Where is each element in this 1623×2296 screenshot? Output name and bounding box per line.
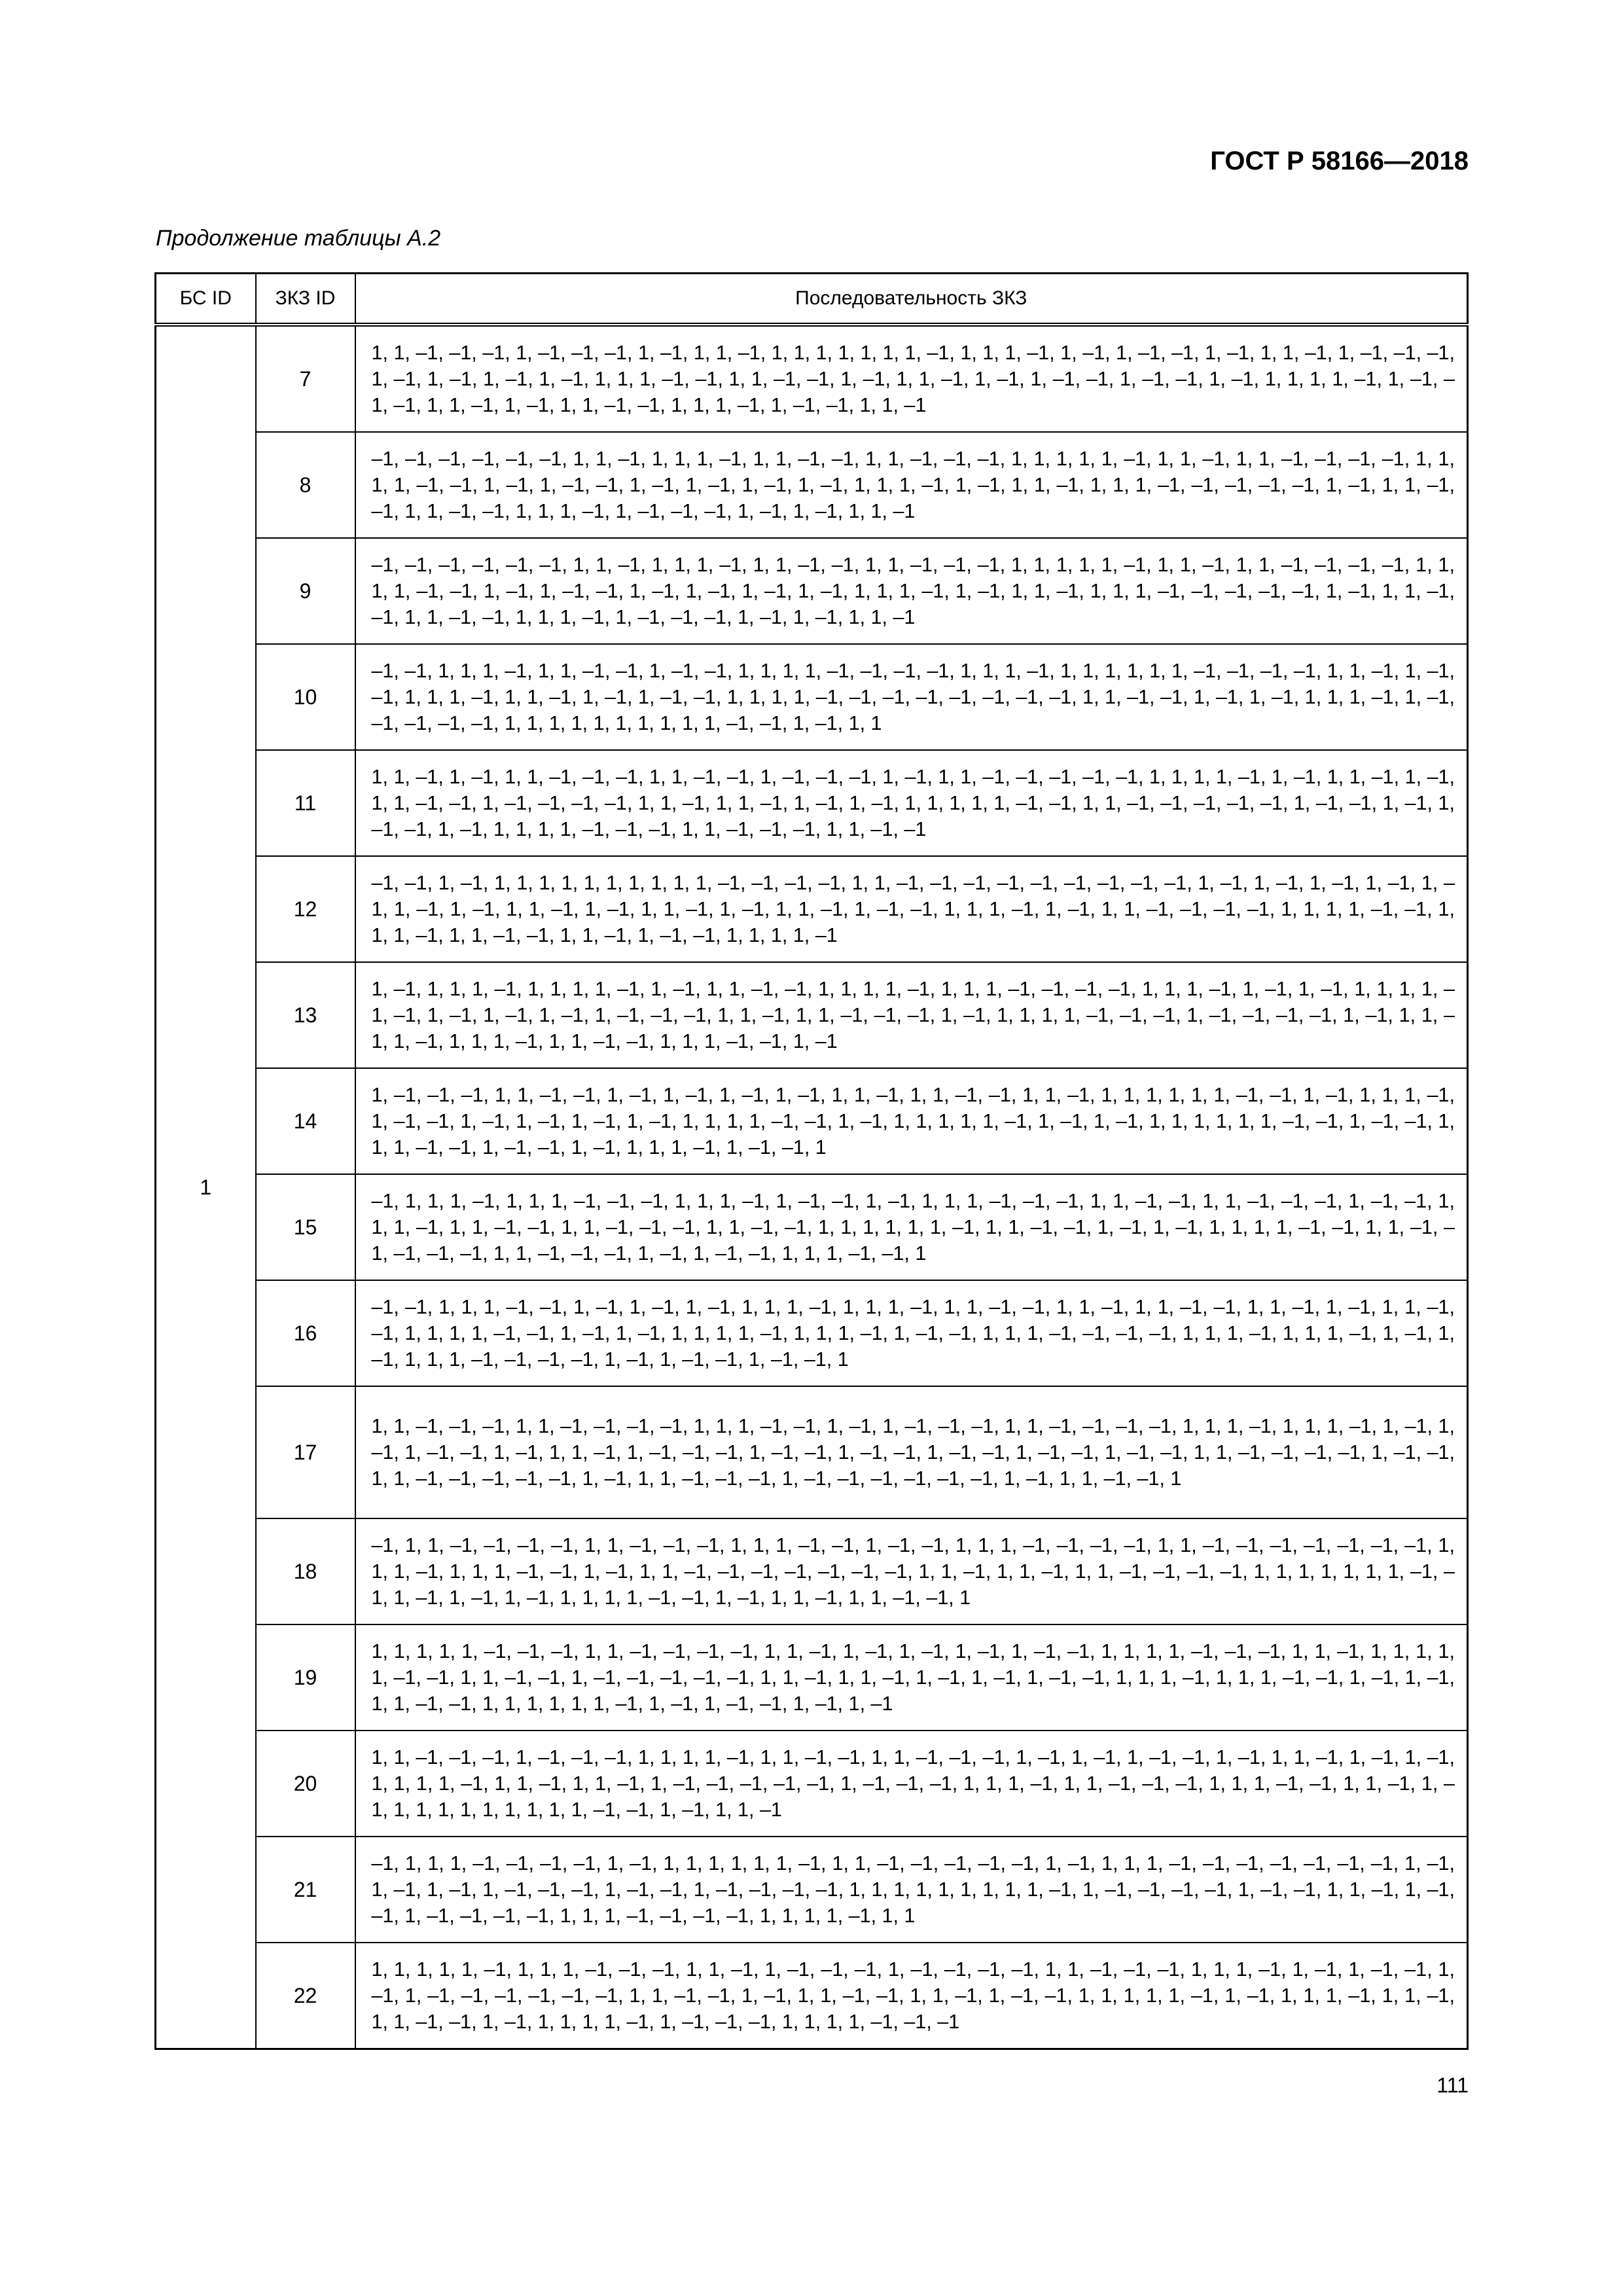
column-header-bs-id: БС ID [156,274,256,325]
table-row [156,962,1468,1068]
zkz-id-cell: 19 [256,1624,355,1731]
zkz-id-cell: 17 [256,1386,355,1518]
column-header-zkz-id: ЗКЗ ID [256,274,355,325]
zkz-id-cell: 7 [256,325,355,432]
table-row [156,1280,1468,1386]
column-header-sequence: Последовательность ЗКЗ [355,274,1468,325]
zkz-id-cell: 8 [256,432,355,538]
zkz-id-cell: 22 [256,1943,355,2049]
table-row [156,1731,1468,1837]
bs-id-cell: 1 [156,325,256,2049]
sequence-cell: 1, 1, 1, 1, 1, –1, –1, –1, 1, 1, –1, –1, –1, –1, 1, 1, –1, 1, –1, 1, –1, 1, –1, 1, –1, –1, 1, 1, 1, 1, –1, –1, –1, 1, 1, –1, 1, 1, 1, 1, 1, –1, –1, 1, 1, –1, –1, 1, –1, –1, –1, –1, –1, 1, 1, –1, 1, 1, –1, 1, –1, 1, –1, 1, –1, –1, 1, 1, 1, –1, 1, 1, 1, –1, –1, 1, –1, 1, –1, 1, 1, –1, –1, 1, 1, 1, 1, 1, 1, –1, 1, –1, 1, –1, –1, 1, –1, 1, –1 [355,1624,1468,1731]
table-body [156,325,1468,2049]
table-row [156,644,1468,750]
standard-number: ГОСТ Р 58166—2018 [1210,147,1469,175]
sequence-cell: –1, –1, 1, –1, 1, 1, 1, 1, 1, 1, 1, 1, 1, 1, –1, –1, –1, –1, 1, 1, –1, –1, –1, –1, –1, –1, –1, –1, –1, 1, –1, 1, –1, 1, –1, 1, –1, 1, –1, 1, –1, 1, –1, 1, 1, –1, 1, –1, 1, 1, –1, 1, –1, 1, 1, –1, 1, –1, –1, 1, 1, 1, –1, 1, –1, 1, 1, –1, –1, –1, –1, 1, 1, 1, 1, –1, –1, 1, 1, 1, –1, 1, 1, –1, –1, 1, 1, –1, 1, –1, –1, 1, 1, 1, 1, –1 [355,856,1468,962]
table-row [156,432,1468,538]
table-row [156,1624,1468,1731]
sequence-cell: –1, –1, 1, 1, 1, –1, 1, 1, –1, –1, 1, –1, –1, 1, 1, 1, 1, –1, –1, –1, –1, 1, 1, 1, –1, 1, 1, 1, 1, 1, 1, –1, –1, –1, –1, 1, 1, –1, 1, –1, –1, 1, 1, 1, –1, 1, 1, –1, 1, –1, 1, –1, –1, 1, 1, 1, 1, –1, –1, –1, –1, –1, –1, –1, –1, 1, 1, –1, –1, 1, –1, 1, –1, 1, 1, 1, –1, 1, –1, –1, –1, –1, –1, 1, 1, 1, 1, 1, 1, 1, 1, 1, 1, –1, –1, 1, –1, 1, 1 [355,644,1468,750]
sequence-cell: 1, 1, –1, –1, –1, 1, –1, –1, –1, 1, –1, 1, 1, –1, 1, 1, 1, 1, 1, 1, 1, –1, 1, 1, 1, –1, 1, –1, 1, –1, –1, 1, –1, 1, 1, –1, 1, –1, –1, –1, 1, –1, 1, –1, 1, –1, 1, –1, 1, 1, 1, –1, –1, 1, 1, –1, –1, 1, –1, 1, 1, –1, 1, –1, 1, –1, –1, 1, –1, –1, 1, –1, 1, 1, 1, 1, –1, 1, –1, –1, –1, 1, 1, –1, 1, –1, 1, 1, –1, –1, 1, 1, 1, –1, 1, –1, –1, 1, 1, –1 [355,325,1468,432]
sequence-cell: 1, 1, –1, –1, –1, 1, –1, –1, –1, 1, 1, 1, 1, –1, 1, 1, –1, –1, 1, 1, –1, –1, –1, 1, –1, 1, –1, 1, –1, –1, 1, –1, 1, 1, –1, 1, –1, 1, –1, 1, 1, 1, 1, –1, 1, 1, –1, 1, 1, –1, 1, –1, –1, –1, –1, –1, 1, –1, –1, –1, 1, 1, 1, –1, 1, 1, –1, –1, –1, 1, 1, 1, –1, –1, 1, 1, –1, 1, –1, 1, 1, 1, 1, 1, 1, 1, 1, 1, –1, –1, 1, –1, 1, 1, –1 [355,1731,1468,1837]
sequence-cell: 1, –1, 1, 1, 1, –1, 1, 1, 1, 1, –1, 1, –1, 1, 1, –1, –1, 1, 1, 1, 1, –1, 1, 1, 1, –1, –1, –1, –1, 1, 1, 1, –1, 1, –1, 1, –1, 1, 1, 1, 1, –1, –1, 1, –1, 1, –1, 1, –1, 1, –1, –1, –1, 1, 1, –1, 1, 1, –1, –1, –1, 1, –1, 1, 1, 1, 1, –1, –1, –1, 1, –1, –1, –1, –1, 1, –1, 1, 1, –1, 1, –1, 1, 1, 1, –1, 1, 1, –1, –1, 1, 1, 1, –1, –1, 1, –1 [355,962,1468,1068]
zkz-id-cell: 9 [256,538,355,644]
page-number: 111 [1436,2073,1469,2097]
zkz-id-cell: 15 [256,1174,355,1280]
sequence-cell: –1, 1, 1, 1, –1, –1, –1, –1, 1, –1, 1, 1, 1, 1, 1, 1, –1, 1, 1, –1, –1, –1, –1, –1, 1, –1, 1, 1, 1, –1, –1, –1, –1, –1, –1, –1, 1, –1, 1, –1, 1, –1, 1, –1, –1, –1, 1, –1, –1, 1, –1, –1, –1, –1, 1, 1, 1, 1, 1, 1, 1, 1, 1, –1, 1, –1, –1, –1, –1, 1, –1, –1, 1, 1, –1, 1, –1, –1, 1, –1, –1, –1, –1, 1, 1, 1, –1, –1, –1, –1, 1, 1, 1, 1, –1, 1, 1 [355,1837,1468,1943]
sequence-cell: –1, –1, 1, 1, 1, –1, –1, 1, –1, 1, –1, 1, –1, 1, 1, 1, –1, 1, 1, 1, –1, 1, 1, –1, –1, 1, 1, –1, 1, 1, –1, –1, 1, 1, –1, 1, –1, 1, 1, –1, –1, 1, 1, 1, 1, –1, –1, 1, –1, 1, –1, 1, 1, 1, 1, –1, 1, 1, 1, –1, 1, –1, –1, 1, 1, 1, –1, –1, –1, –1, 1, 1, 1, –1, 1, 1, 1, –1, 1, –1, 1, –1, 1, 1, 1, –1, –1, –1, –1, 1, –1, 1, –1, –1, 1, –1, –1, 1 [355,1280,1468,1386]
table-row [156,856,1468,962]
table-row [156,1518,1468,1624]
zkz-id-cell: 12 [256,856,355,962]
sequence-cell: –1, 1, 1, –1, –1, –1, –1, 1, 1, –1, –1, –1, 1, 1, 1, –1, –1, 1, –1, –1, 1, 1, 1, –1, –1, –1, –1, 1, 1, –1, –1, –1, –1, –1, –1, –1, 1, 1, 1, –1, 1, 1, 1, –1, –1, 1, –1, 1, 1, –1, –1, –1, –1, –1, –1, –1, 1, 1, –1, 1, 1, –1, 1, 1, –1, –1, –1, –1, 1, 1, 1, 1, 1, 1, 1, –1, –1, 1, –1, 1, –1, 1, –1, 1, 1, 1, 1, –1, –1, 1, –1, 1, 1, –1, 1, 1, –1, –1, 1 [355,1518,1468,1624]
sequence-cell: 1, –1, –1, –1, 1, 1, –1, –1, 1, –1, 1, –1, 1, –1, 1, –1, 1, 1, –1, 1, 1, –1, –1, 1, 1, –1, 1, 1, 1, 1, 1, 1, –1, –1, 1, –1, 1, 1, 1, –1, 1, –1, –1, 1, –1, 1, –1, 1, –1, 1, –1, 1, 1, 1, 1, –1, –1, 1, –1, 1, 1, 1, 1, 1, –1, 1, –1, 1, –1, 1, 1, 1, 1, 1, 1, –1, –1, 1, –1, –1, 1, 1, 1, –1, –1, 1, –1, –1, 1, –1, 1, 1, 1, –1, 1, –1, –1, 1 [355,1068,1468,1174]
zkz-id-cell: 21 [256,1837,355,1943]
table-caption: Продолжение таблицы А.2 [156,226,441,251]
zkz-id-cell: 14 [256,1068,355,1174]
sequence-cell: 1, 1, –1, 1, –1, 1, 1, –1, –1, –1, 1, 1, –1, –1, 1, –1, –1, –1, 1, –1, 1, 1, –1, –1, –1, –1, –1, 1, 1, 1, 1, –1, 1, –1, 1, 1, –1, 1, –1, 1, 1, –1, –1, 1, –1, –1, –1, –1, 1, 1, –1, 1, 1, –1, 1, –1, 1, –1, 1, 1, 1, 1, 1, –1, –1, 1, 1, –1, –1, –1, –1, –1, 1, –1, –1, 1, –1, 1, –1, –1, 1, –1, 1, 1, 1, 1, –1, –1, –1, 1, 1, –1, –1, –1, 1, 1, –1, –1 [355,750,1468,856]
table-header-row [156,274,1468,325]
zkz-id-cell: 11 [256,750,355,856]
table-row [156,1068,1468,1174]
zkz-id-cell: 10 [256,644,355,750]
sequence-cell: 1, 1, –1, –1, –1, 1, 1, –1, –1, –1, –1, 1, 1, 1, –1, –1, 1, –1, 1, –1, –1, –1, 1, 1, –1, –1, –1, –1, 1, 1, 1, –1, 1, 1, 1, –1, 1, –1, 1, –1, 1, –1, –1, 1, –1, 1, 1, –1, 1, –1, –1, –1, 1, –1, –1, 1, –1, –1, 1, –1, –1, 1, –1, –1, 1, –1, –1, 1, 1, –1, –1, –1, –1, 1, –1, –1, 1, 1, –1, –1, –1, –1, –1, 1, –1, 1, 1, –1, –1, –1, 1, –1, –1, –1, –1, –1, –1, 1, –1, 1, 1, –1, –1, 1 [355,1386,1468,1518]
zkz-id-cell: 20 [256,1731,355,1837]
table-row [156,1174,1468,1280]
table-row [156,325,1468,432]
sequence-cell: –1, –1, –1, –1, –1, –1, 1, 1, –1, 1, 1, 1, –1, 1, 1, –1, –1, 1, 1, –1, –1, –1, 1, 1, 1, 1, 1, –1, 1, 1, –1, 1, 1, –1, –1, –1, –1, 1, 1, 1, 1, –1, –1, 1, –1, 1, –1, –1, 1, –1, 1, –1, 1, –1, 1, –1, 1, 1, 1, –1, 1, –1, 1, 1, –1, 1, 1, 1, –1, –1, –1, –1, –1, 1, –1, 1, 1, –1, –1, 1, 1, –1, –1, 1, 1, 1, –1, 1, –1, –1, –1, 1, –1, 1, –1, 1, 1, –1 [355,538,1468,644]
sequence-cell: –1, 1, 1, 1, –1, 1, 1, 1, –1, –1, –1, 1, 1, 1, –1, 1, –1, –1, 1, –1, 1, 1, 1, –1, –1, –1, 1, 1, –1, –1, 1, 1, –1, –1, –1, 1, –1, –1, 1, 1, 1, –1, 1, 1, –1, –1, 1, 1, –1, –1, –1, 1, 1, –1, –1, 1, 1, 1, 1, 1, 1, –1, 1, 1, –1, –1, 1, –1, 1, –1, 1, 1, 1, 1, –1, –1, 1, 1, –1, –1, –1, –1, –1, 1, 1, –1, –1, –1, 1, –1, 1, –1, –1, 1, 1, 1, –1, –1, 1 [355,1174,1468,1280]
table-row [156,750,1468,856]
sequence-cell: 1, 1, 1, 1, 1, –1, 1, 1, 1, –1, –1, –1, 1, 1, –1, 1, –1, –1, –1, 1, –1, –1, –1, –1, 1, 1, –1, –1, –1, 1, 1, 1, –1, 1, –1, 1, –1, –1, 1, –1, 1, –1, –1, –1, –1, –1, –1, 1, 1, –1, –1, 1, –1, 1, 1, –1, –1, 1, 1, –1, 1, –1, –1, 1, 1, 1, 1, 1, –1, 1, –1, 1, 1, 1, –1, 1, 1, –1, 1, 1, –1, –1, 1, –1, 1, 1, 1, 1, –1, 1, –1, –1, –1, 1, 1, 1, 1, –1, –1, –1 [355,1943,1468,2049]
table-row [156,538,1468,644]
zkz-id-cell: 18 [256,1518,355,1624]
sequence-table [154,272,1469,2050]
sequence-cell: –1, –1, –1, –1, –1, –1, 1, 1, –1, 1, 1, 1, –1, 1, 1, –1, –1, 1, 1, –1, –1, –1, 1, 1, 1, 1, 1, –1, 1, 1, –1, 1, 1, –1, –1, –1, –1, 1, 1, 1, 1, –1, –1, 1, –1, 1, –1, –1, 1, –1, 1, –1, 1, –1, 1, –1, 1, 1, 1, –1, 1, –1, 1, 1, –1, 1, 1, 1, –1, –1, –1, –1, –1, 1, –1, 1, 1, –1, –1, 1, 1, –1, –1, 1, 1, 1, –1, 1, –1, –1, –1, 1, –1, 1, –1, 1, 1, –1 [355,432,1468,538]
table-row [156,1943,1468,2049]
table-row [156,1837,1468,1943]
zkz-id-cell: 13 [256,962,355,1068]
zkz-id-cell: 16 [256,1280,355,1386]
table-row [156,1386,1468,1518]
